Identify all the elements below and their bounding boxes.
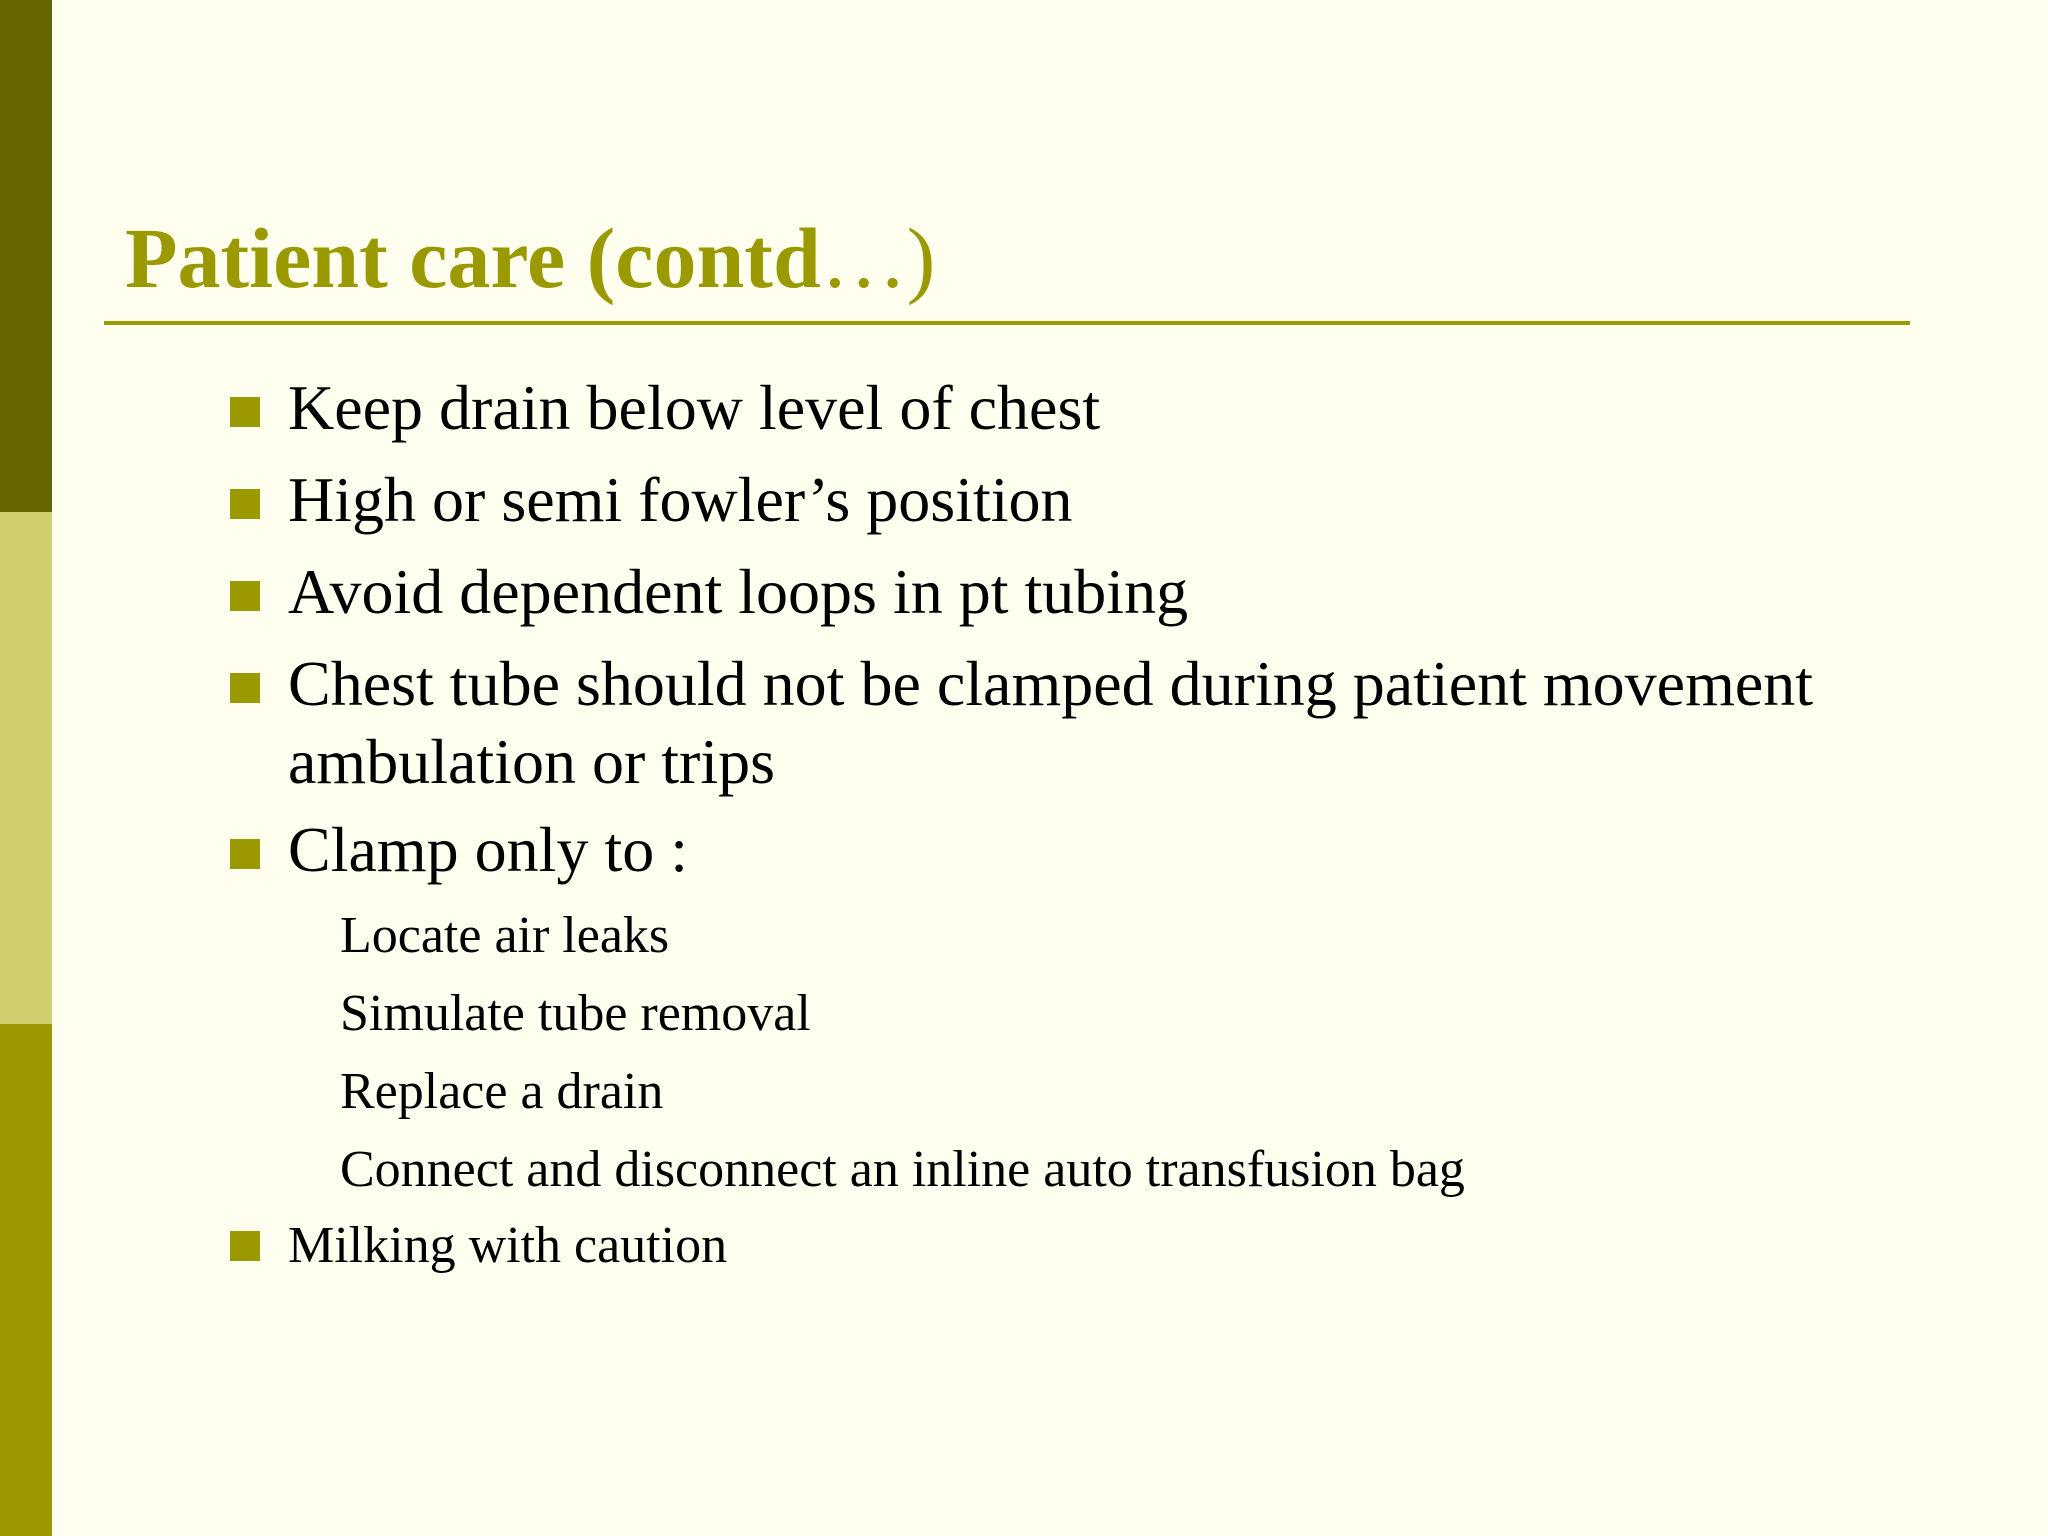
- sub-item-1: Locate air leaks: [340, 907, 670, 964]
- bullet-square-icon: [230, 581, 260, 611]
- bullet-item-6: Milking with caution: [288, 1217, 728, 1274]
- bullet-item-3: Avoid dependent loops in pt tubing: [288, 556, 1189, 627]
- slide-title-suffix: …): [820, 210, 936, 306]
- bullet-item-4: Chest tube should not be clamped during patient movement: [288, 648, 1814, 719]
- bullet-square-icon: [230, 489, 260, 519]
- bullet-item-4-continuation: ambulation or trips: [288, 726, 776, 797]
- bullet-item-2: High or semi fowler’s position: [288, 464, 1073, 535]
- bullet-square-icon: [230, 397, 260, 427]
- sub-item-3: Replace a drain: [340, 1063, 664, 1120]
- slide-title-main: Patient care (contd: [125, 210, 821, 306]
- bullet-item-5: Clamp only to :: [288, 814, 688, 885]
- sub-item-4: Connect and disconnect an inline auto transfusion bag: [340, 1141, 1465, 1198]
- bullet-item-1: Keep drain below level of chest: [288, 372, 1101, 443]
- bullet-square-icon: [230, 1231, 260, 1261]
- bullet-square-icon: [230, 839, 260, 869]
- bullet-square-icon: [230, 673, 260, 703]
- sub-item-2: Simulate tube removal: [340, 985, 811, 1042]
